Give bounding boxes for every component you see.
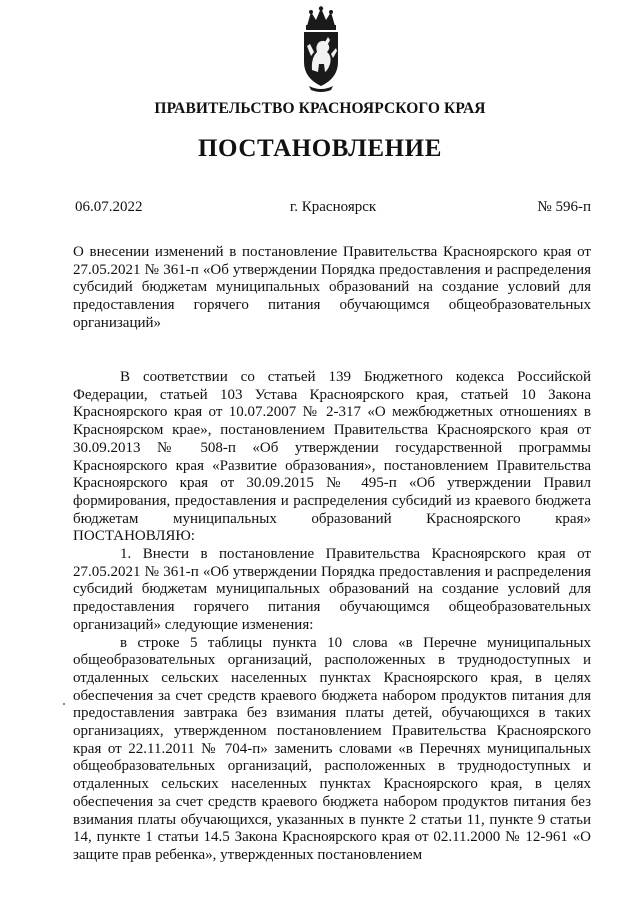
document-date: 06.07.2022 (75, 199, 143, 215)
preamble-paragraph: В соответствии со статьей 139 Бюджетного кодекса Российской Федерации, статьей 103 Устава Красноярского края, статьей 10 Закона Красноярского края от 10.07.2007 № 2-317 «О межбюджетных отношениях в Красноярском крае», постановлением Правительства Красноярского края от 30.09.2013 № 508-п «Об утверждении государственной программы Красноярского края «Развитие образования», постановлением Правительства Красноярского края от 30.09.2015 № 495-п «Об утверждении Правил формирования, предоставления и распределения субсидий из краевого бюджета бюджетам муниципальных образований Красноярского края» ПОСТАНОВЛЯЮ: (73, 369, 591, 545)
margin-dot (63, 703, 65, 705)
document-number: № 596-п (537, 199, 591, 215)
item-1-paragraph: 1. Внести в постановление Правительства Красноярского края от 27.05.2021 № 361-п «Об утверждении Порядка предоставления и распределения субсидий бюджетам муниципальных образований на создание условий для предоставления горячего питания обучающимся общеобразовательных организаций» следующие изменения: (73, 546, 591, 633)
document-subject (73, 244, 591, 333)
government-name: ПРАВИТЕЛЬСТВО КРАСНОЯРСКОГО КРАЯ (154, 100, 486, 117)
subject-text: О внесении изменений в постановление Правительства Красноярского края от 27.05.2021 № 361-п «Об утверждении Порядка предоставления и распределения субсидий бюджетам муниципальных образований на создание условий для предоставления горячего питания обучающимся общеобразовательных организаций» (73, 244, 591, 331)
document-body (73, 369, 591, 865)
document-place: г. Красноярск (289, 199, 377, 215)
document-meta-row (75, 199, 591, 219)
subitem-paragraph: в строке 5 таблицы пункта 10 слова «в Перечне муниципальных общеобразовательных организаций, расположенных в труднодоступных и отдаленных сельских населенных пунктах Красноярского края, в целях обеспечения за счет средств краевого бюджета набором продуктов питания для предоставления завтрака без взимания платы детей, обучающихся в таких организациях, утвержденном постановлением Правительства Красноярского края от 22.11.2011 № 704-п» заменить словами «в Перечнях муниципальных общеобразовательных организаций, расположенных в труднодоступных и отдаленных сельских населенных пунктах Красноярского края, в целях обеспечения за счет средств краевого бюджета набором продуктов питания без взимания платы обучающихся, указанных в пункте 2 статьи 11, пункте 9 статьи 14, пункте 1 статьи 14.5 Закона Красноярского края от 02.11.2000 № 12-961 «О защите прав ребенка», утвержденных постановлением (73, 634, 591, 863)
krasnoyarsk-coat-of-arms-icon (297, 6, 345, 92)
document-type-title: ПОСТАНОВЛЕНИЕ (197, 135, 443, 162)
